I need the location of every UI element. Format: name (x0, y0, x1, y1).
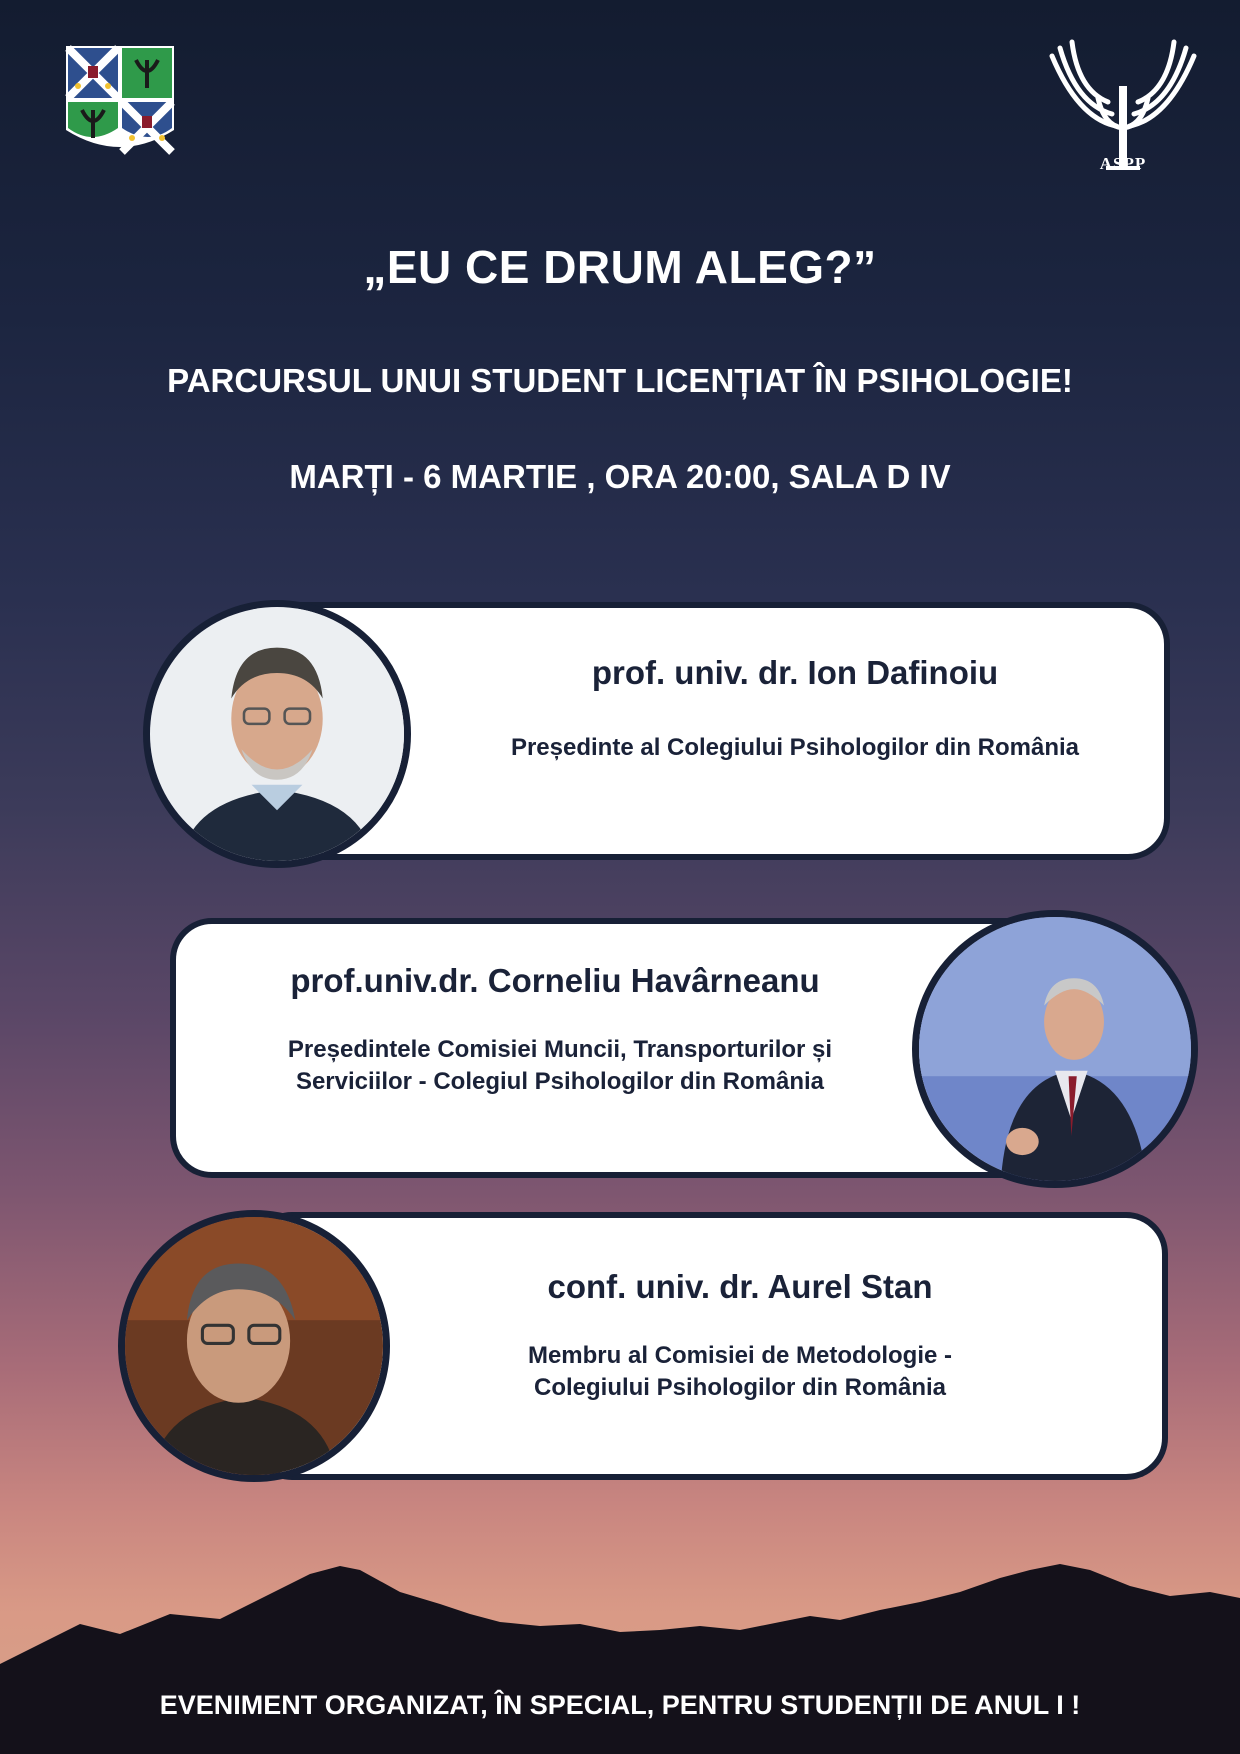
speaker-role-2-line-2: Serviciilor - Colegiul Psihologilor din România (295, 1068, 825, 1095)
speaker-name-1: prof. univ. dr. Ion Dafinoiu (591, 654, 999, 691)
speaker-role-1-line-1: Președinte al Colegiului Psihologilor din România (510, 734, 1080, 761)
aspp-logo-text: ASPP (1099, 154, 1147, 173)
event-title: „EU CE DRUM ALEG?” (363, 241, 877, 293)
speaker-name-3: conf. univ. dr. Aurel Stan (547, 1268, 933, 1305)
speaker-photo-3 (118, 1210, 390, 1482)
university-crest-icon (62, 42, 178, 158)
speaker-name-2: prof.univ.dr. Corneliu Havârneanu (290, 962, 820, 999)
speaker-role-3 (420, 1340, 1060, 1404)
speaker-role-3-line-1: Membru al Comisiei de Metodologie - (527, 1342, 953, 1369)
speaker-role-3-line-2: Colegiului Psihologilor din România (533, 1374, 946, 1401)
event-footer-note: EVENIMENT ORGANIZAT, ÎN SPECIAL, PENTRU STUDENȚII DE ANUL I ! (159, 1690, 1081, 1720)
speaker-photo-2 (912, 910, 1198, 1188)
speaker-role-2 (210, 1034, 910, 1098)
speaker-role-2-line-1: Președintele Comisiei Muncii, Transporturilor și (287, 1036, 833, 1063)
event-subtitle: PARCURSUL UNUI STUDENT LICENȚIAT ÎN PSIHOLOGIE! (167, 362, 1073, 399)
speaker-photo-1 (143, 600, 411, 868)
speaker-role-1 (430, 732, 1160, 764)
event-datetime: MARȚI - 6 MARTIE , ORA 20:00, SALA D IV (289, 458, 951, 495)
